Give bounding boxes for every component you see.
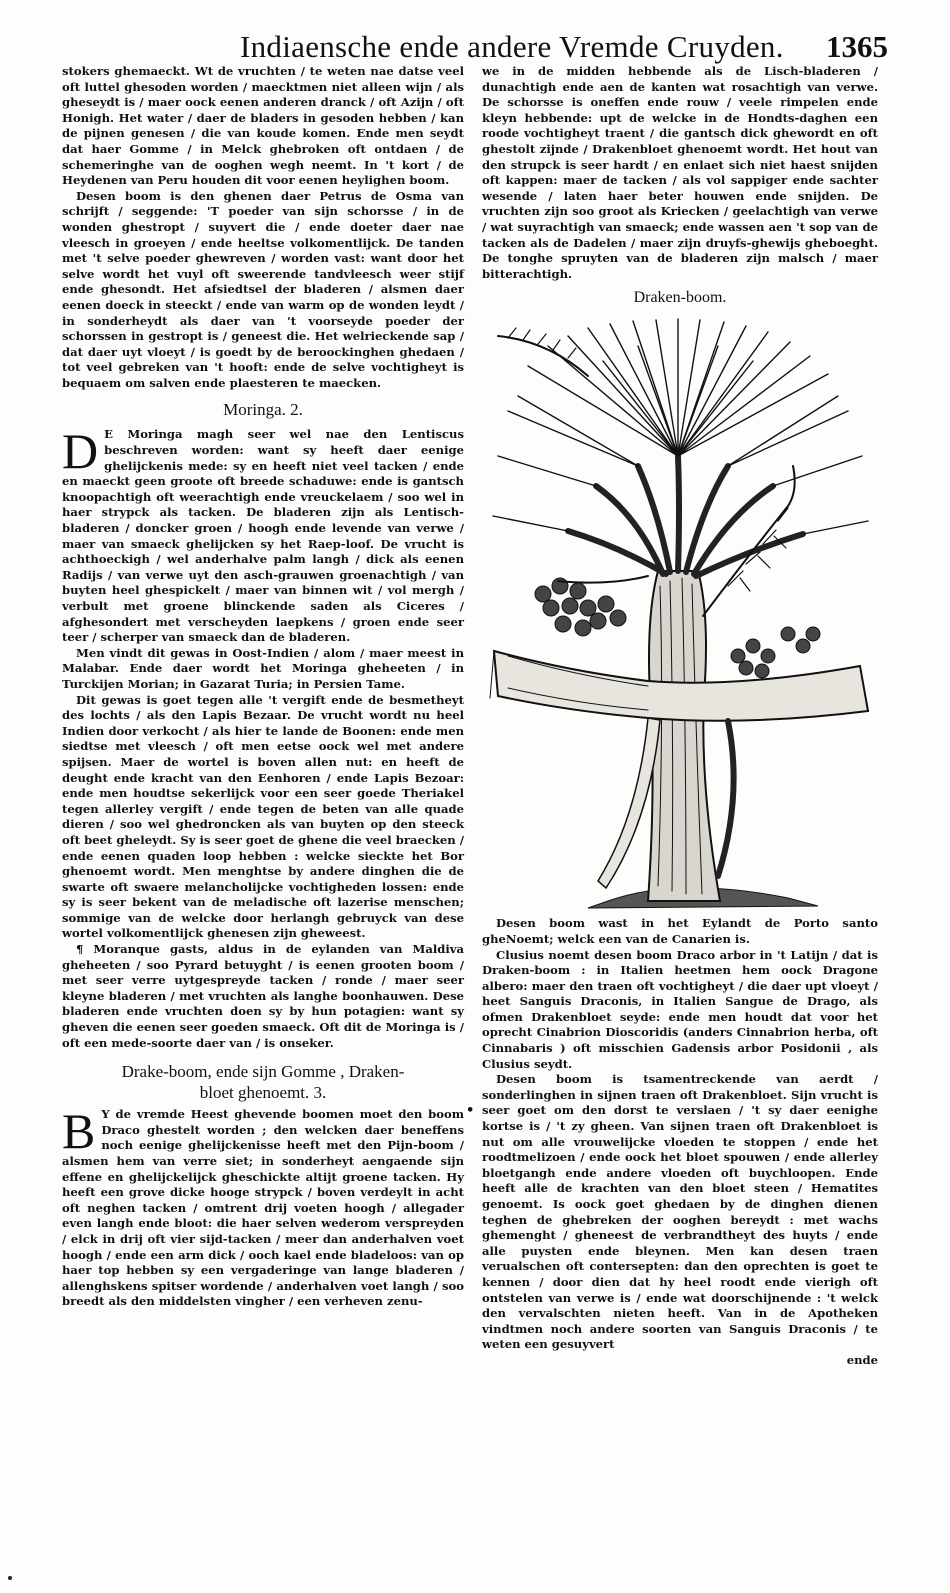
right-paragraph-1: Desen boom wast in het Eylandt de Porto santo gheNoemt; welck een van de Canarien is. bbox=[482, 916, 878, 946]
margin-bullet: • bbox=[466, 1103, 475, 1118]
woodcut-fruit-cluster-left bbox=[535, 578, 626, 636]
moringa-paragraph-1 bbox=[62, 423, 464, 645]
moringa-section-title: Moringa. 2. bbox=[223, 400, 303, 420]
figure-caption: Draken-boom. bbox=[633, 289, 727, 307]
page-number: 1365 bbox=[826, 29, 888, 64]
woodcut-branches bbox=[568, 456, 803, 576]
intro-paragraph-1: stokers ghemaeckt. Wt de vruchten / te weten nae datse veel oft luttel ghesoden worden / maecktmen niet alleen wijn / als gheseydt is / maer oock eenen anderen dranck / oft Azijn / oft Honigh. Het water / daer de bladers in gesoden hebben / kan de pijnen genesen / die van koude komen. Ende men seydt dat haer Gomme / in Melck ghebroken oft ontdaen / de schemeringhe van de ooghen wegh neemt. In 't kort / de Heydenen van Peru houden dit voor eenen heylighen boom. bbox=[62, 64, 464, 188]
woodcut-flowering-sprig bbox=[498, 336, 588, 376]
right-top-paragraph: we in de midden hebbende als de Lisch-bladeren / dunachtigh ende aen de kanten wat rosachtigh van verwe. De schorsse is oneffen ende rouw / veele rimpelen ende kleyn hebbende: upt de welcke in de Hondts-daghen een roode vochtigheyt traent / die gantsch dick ghewordt en oft ghestolt zijnde / Drakenbloet ghenoemt wordt. Het hout van den strupck is seer hardt / en enlaet sich niet haest snijden oft kappen: maer de tacken / als vol sappiger ende sachter wesende / laten haer beter houwen ende snijden. De vruchten zijn soo groot als Kriecken / geelachtigh van verwe / wat suyrachtigh van smaeck; ende wassen aen 't sop van de tacken als de Dadelen / maer zijn druyfs-ghewijs gheboeght. De tonghe spruyten van de bladeren zijn malsch / maer bitterachtigh. bbox=[482, 64, 878, 281]
intro-paragraph-2: Desen boom is den ghenen daer Petrus de Osma van schrijft / seggende: 'T poeder van sijn schorsse / in de wonden ghestropt / suyvert die / ende doeter daer nae vleesch in groeyen / ende heeltse volkomentlijck. De tanden met 't selve poeder ghewreven / worden vast: want door het selve wordt het vuyl oft sweerende tandvleesch weer stijf ende ghesondt. Het afsiedtsel der bladeren / alsmen daer eenen doeck in steeckt / ende van warm op de wonden leydt / in sonderheydt als daer van 't voorseyde poeder der schorssen in gestropt is / geneest die. Het welrieckende sap / dat daer uyt vloeyt / is goedt by de beroockinghen ghedaen / tot veel gebreken van 't hooft: ende de selve vochtigheyt is bequaem om salven ende plaesteren te maecken. bbox=[62, 188, 464, 390]
drake-drop-cap: B bbox=[62, 1103, 96, 1160]
woodcut-fruit-cluster-right bbox=[731, 627, 820, 678]
moringa-paragraph-1-text: E Moringa magh seer wel nae den Lentiscus beschreven worden: want sy heeft daer eenige ghelijckenis mede: sy en heeft niet veel tacken / ende en maeckt geen groote oft breede schaduwe: ende is gantsch knoopachtigh oft weerachtigh ende vreuckelaem / soo wel in haer strypck als tacken. De bladeren zijn als Lentisch-bladeren / doncker groen / hoogh ende levende van verwe / maer van smaeck ghelijcken sy het Raep-loof. De vrucht is achthoeckigh / wel anderhalve palm langh / dick als eenen Radijs / van verwe uyt den asch-grauwen groenachtigh / van buyten heel ghespickelt / maer van binnen wit / vol mergh / verbult met groene blinckende saden als Ciceres / afghesondert met verscheyden laepkens / groen ende seer teer / scherper van smaeck dan de bladeren. bbox=[62, 427, 464, 645]
right-column bbox=[482, 64, 878, 1369]
moringa-paragraph-4: ¶ Moranque gasts, aldus in de eylanden van Maldiva gheheeten / soo Pyrard betuyght / is eenen grooten boom / met seer verre uytgespreyde tacken / ronde / maer seer kleyne bladeren / met vruchten als langhe boonhauwen. Dese bladeren ende vruchten doen sy by hun potagien: want sy gheven die eenen seer goeden smaeck. Oft dit de Moringa is / oft een mede-soorte daer van / is onseker. bbox=[62, 942, 464, 1050]
corner-speck bbox=[8, 1576, 12, 1580]
left-column bbox=[62, 64, 464, 1310]
drake-paragraph-1-text: Y de vremde Heest ghevende boomen moet den boom Draco ghestelt worden ; den welcken daer beneffens noch eenige ghelijckenisse heeft met den Pijn-boom / alsmen hem van verre siet; in sonderheyt aengaende sijn effene en ghelijckelijck gheschickte altijt groene tacken. Hy heeft een grove dicke hooge strypck / boven verdeylt in acht oft neghen tacken / omtrent drij voeten hoogh / allegader even langh ende bloot: die haer selven wederom verspreyden / elck in drij oft vier sijd-tacken / meer dan anderhalven voet hoogh / ende een arm dick / ooch kael ende bladeloos: van op haer top hebben sy een vergaderinge van lange bladeren / allenghskens spitser wordende / anderhalven voet langh / soo breedt als den middelsten vingher / een verheven zenu- bbox=[62, 1107, 464, 1309]
running-title: Indiaensche ende andere Vremde Cruyden. bbox=[240, 29, 784, 64]
catchword: ende bbox=[846, 1352, 878, 1367]
drake-section-title bbox=[62, 1061, 464, 1103]
drake-title-line-1: Drake-boom, ende sijn Gomme , Draken- bbox=[121, 1062, 405, 1082]
drake-paragraph-1 bbox=[62, 1103, 464, 1310]
moringa-drop-cap: D bbox=[62, 423, 99, 480]
right-paragraph-3: Desen boom is tsamentreckende van aerdt / sonderlinghen in sijnen traen oft Drakenbloet. Sijn vrucht is seer goet om den dorst te verslaen / 't sy daer eenighe kortse is / 't zy gheen. Van sijnen traen oft Drakenbloet is nut om alle vrouwelijcke vloeden te stoppen / ende het roodtmelizoen / ende oock het bloet spouwen / ende allerley bloetgangh ende andere vloeden oft buychloopen. Ende heeft alle de krachten van den bloet steen / Hematites genoemt. Is oock goet ghedaen by de dinghen dienen teghen de ghebreken der ooghen bereydt : met wachs ghemenght / gheneest de verbrandtheyt des huyts / ende alle puysten ende bleynen. Men kan desen traen verualschen oft contersepten: dan den oprechten is goet te kennen / door dien dat hy heel roodt ende vierigh oft ontstelen van verwe is / ende wat doorschijnende : 't welck den vervalschten nieten heeft. Van in de Apotheken vindtmen noch andere soorten van Sanguis Draconis / te weten een gesuyvert bbox=[482, 1072, 878, 1352]
dragon-tree-woodcut bbox=[488, 316, 872, 916]
right-paragraph-2: Clusius noemt desen boom Draco arbor in 't Latijn / dat is Draken-boom : in Italien heetmen hem oock Dragone albero: maer den traen oft vochtigheyt / die daer upt vloeyt / heet Sanguis Draconis, in Italien Sangue de Drago, als ofmen Drakenbloet seyde: ende men houdt dat voor het oprecht Cinabrion Dioscoridis (anders Cinnabrion herba, oft Cinnabaris ) oft misschien Gadensis arbor Posidonii , als Clusius seydt. bbox=[482, 947, 878, 1071]
moringa-paragraph-3: Dit gewas is goet tegen alle 't vergift ende de besmetheyt des lochts / als den Lapis Bezaar. De vrucht wordt nu heel Indien door verkocht / als hier te lande de Boonen: ende men siedtse met vleesch / oft men eetse oock wel met andere spijsen. Maer de wortel is boven allen nut: en heeft de deught ende kracht van den Eenhoren / ende Lapis Bezoar: ende men houdtse sekerlijck voor een seer goede Theriakel tegen allerley vergift / ende tegen de beten van alle quade dieren / soo wel ghedroncken als van buyten op den steeck oft beet gheleydt. Sy is seer goet de ghene die veel braecken / ende eenen quaden loop hebben : welcke sieckte het Bor ghenoemt wordt. Men menghtse by andere dinghen die de swarte oft swaere melancholijcke vochtigheden lossen: ende sy is seer bekent van de meladische oft lazerise menschen; sommige van de welcke door herlangh gebruyck van dese wortel volkomentlijck ghenesen zijn gheweest. bbox=[62, 692, 464, 941]
moringa-paragraph-2: Men vindt dit gewas in Oost-Indien / alom / maer meest in Malabar. Ende daer wordt het Moringa gheheeten / in Turckijen Morian; in Gazarat Turia; in Persien Tame. bbox=[62, 645, 464, 691]
drake-title-line-2: bloet ghenoemt. 3. bbox=[199, 1083, 327, 1103]
